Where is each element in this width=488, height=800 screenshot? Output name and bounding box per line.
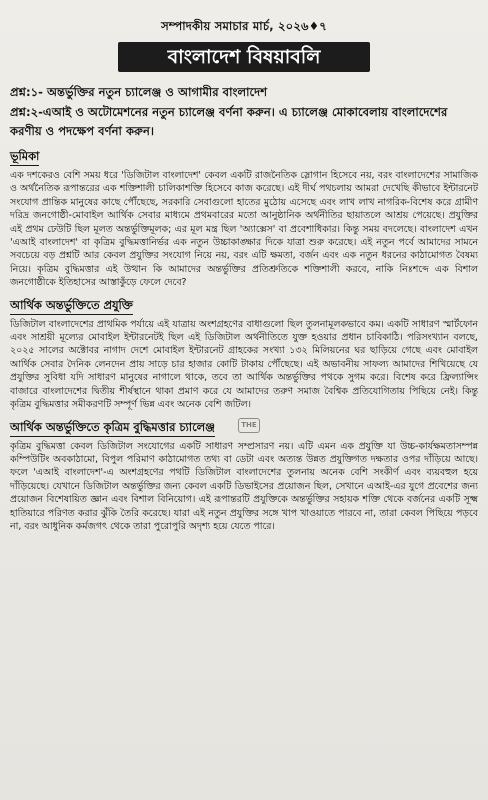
question-1: প্রশ্ন:১- অন্তর্ভুক্তির নতুন চ্যালেঞ্জ ও আগামীর বাংলাদেশ [10,85,268,99]
ai-challenge-heading: আর্থিক অন্তর্ভুক্তিতে কৃত্রিম বুদ্ধিমত্তার চ্যালেঞ্জ [10,420,215,437]
ai-challenge-paragraph: কৃত্রিম বুদ্ধিমত্তা কেবল ডিজিটাল সংযোগের একটি সাধারণ সম্প্রসারণ নয়। এটি এমন এক প্রযুক্তি যা উচ্চ-কার্যক্ষমতাসম্পন্ন কম্পিউটিং অবকাঠামো, বিপুল পরিমাণ কাঠামোগত তথ্য বা ডেটা এবং অত্যন্ত উন্নত প্রযুক্তিগত দক্ষতার ওপর দাঁড়িয়ে আছে। ফলে 'এআই বাংলাদেশ'-এ অংশগ্রহণের পথটি ডিজিটাল বাংলাদেশের তুলনায় অনেক বেশি সংকীর্ণ এবং ব্যয়বহুল হয়ে দাঁড়িয়েছে। যেখানে ডিজিটাল অন্তর্ভুক্তির জন্য কেবল একটি ডিভাইসের প্রয়োজন ছিল, সেখানে এআই-এর যুগে প্রবেশের জন্য প্রয়োজন বিশেষায়িত জ্ঞান এবং বিশাল বিনিয়োগ। এই রূপান্তরটি প্রযুক্তিকে অন্তর্ভুক্তির সহায়ক শক্তি থেকে বর্জনের একটি সূক্ষ্ম হাতিয়ারে পরিণত করার ঝুঁকি তৈরি করেছে। যারা এই নতুন প্রযুক্তির সঙ্গে খাপ খাওয়াতে পারবে না, তারা কেবল পিছিয়ে পড়বে না, বরং আধুনিক কর্মজগৎ থেকে তারা পুরোপুরি অদৃশ্য হয়ে যেতে পারে। [10,440,478,532]
page-title-banner: বাংলাদেশ বিষয়াবলি [118,42,370,72]
intro-heading: ভূমিকা [10,149,39,166]
intro-paragraph: এক দশকেরও বেশি সময় ধরে 'ডিজিটাল বাংলাদেশ' কেবল একটি রাজনৈতিক স্লোগান হিসেবে নয়, বরং বাংলাদেশের সামাজিক ও অর্থনৈতিক রূপান্তরের এক শক্তিশালী চালিকাশক্তি হিসেবে কাজ করেছে। এই দীর্ঘ পথচলায় আমরা দেখেছি কীভাবে ইন্টারনেট সংযোগ প্রান্তিক মানুষের কাছে পৌঁছেছে, সরকারি সেবাগুলো হাতের মুঠোয় এসেছে এবং লাখ লাখ নাগরিক-বিশেষ করে গ্রামীণ দরিদ্র জনগোষ্ঠী-মোবাইল আর্থিক সেবার মাধ্যমে প্রথমবারের মতো আনুষ্ঠানিক অর্থনীতির ছায়াতলে আশ্রয় পেয়েছে। প্রযুক্তির এই প্রথম ঢেউটি ছিল মূলত অন্তর্ভুক্তিমূলক; এর মূল মন্ত্র ছিল 'অ্যাক্সেস' বা প্রবেশাধিকার। কিন্তু সময় বদলেছে। বাংলাদেশ এখন 'এআই বাংলাদেশ' বা কৃত্রিম বুদ্ধিমত্তানির্ভর এক নতুন উচ্চাকাঙ্ক্ষার দিকে যাত্রা শুরু করেছে। এই নতুন পর্বে আমাদের সামনে সবচেয়ে বড় প্রশ্নটি আর কেবল প্রযুক্তির সংযোগ নিয়ে নয়, বরং এটি ক্ষমতা, বর্জন এবং এক নতুন ধরনের কাঠামোগত বৈষম্য নিয়ে। কৃত্রিম বুদ্ধিমত্তার এই উত্থান কি আমাদের অন্তর্ভুক্তির প্রতিশ্রুতিকে শক্তিশালী করবে, নাকি নিঃশব্দে এক বিশাল জনগোষ্ঠীকে ইতিহাসের আস্তাকুঁড়ে ফেলে দেবে? [10,170,478,289]
financial-inclusion-paragraph: ডিজিটাল বাংলাদেশের প্রাথমিক পর্যায়ে এই যাত্রায় অংশগ্রহণের বাধাগুলো ছিল তুলনামূলকভাবে কম। একটি সাধারণ স্মার্টফোন এবং সাশ্রয়ী মূল্যের মোবাইল ইন্টারনেটই ছিল এই ডিজিটাল অর্থনীতিতে যুক্ত হওয়ার প্রধান চাবিকাঠি। পরিসংখ্যান বলছে, ২০২৫ সালের অক্টোবর নাগাদ দেশে মোবাইল ইন্টারনেট গ্রাহকের সংখ্যা ১৩২ মিলিয়নের ঘর ছাড়িয়ে গেছে এবং মোবাইল আর্থিক সেবার দৈনিক লেনদেন প্রায় সাড়ে চার হাজার কোটি টাকায় পৌঁছেছে। এই অভাবনীয় সাফল্য আমাদের শিখিয়েছে যে প্রযুক্তির সুবিধা যদি সাধারণ মানুষের নাগালে থাকে, তবে তা আর্থিক অন্তর্ভুক্তির পথকে সুগম করে। বিশেষ করে ফ্রিল্যান্সিং বাজারে বাংলাদেশের দ্বিতীয় শীর্ষস্থানে থাকা প্রমাণ করে যে আমাদের তরুণ সমাজ বৈশ্বিক প্রতিযোগিতায় পিছিয়ে নেই। কিন্তু কৃত্রিম বুদ্ধিমত্তার সমীকরণটি সম্পূর্ণ ভিন্ন এবং অনেক বেশি জটিল। [10,318,478,411]
publisher-watermark: THE [238,418,260,433]
financial-inclusion-heading: আর্থিক অন্তর্ভুক্তিতে প্রযুক্তি [10,298,133,315]
issue-header: সম্পাদকীয় সমাচার মার্চ, ২০২৬♦৭ [161,19,327,33]
question-2: প্রশ্ন:২-এআই ও অটোমেশনের নতুন চ্যালেঞ্জ বর্ণনা করুন। এ চ্যালেঞ্জ মোকাবেলায় বাংলাদেশের করণীয় ও পদক্ষেপ বর্ণনা করুন। [10,105,448,138]
